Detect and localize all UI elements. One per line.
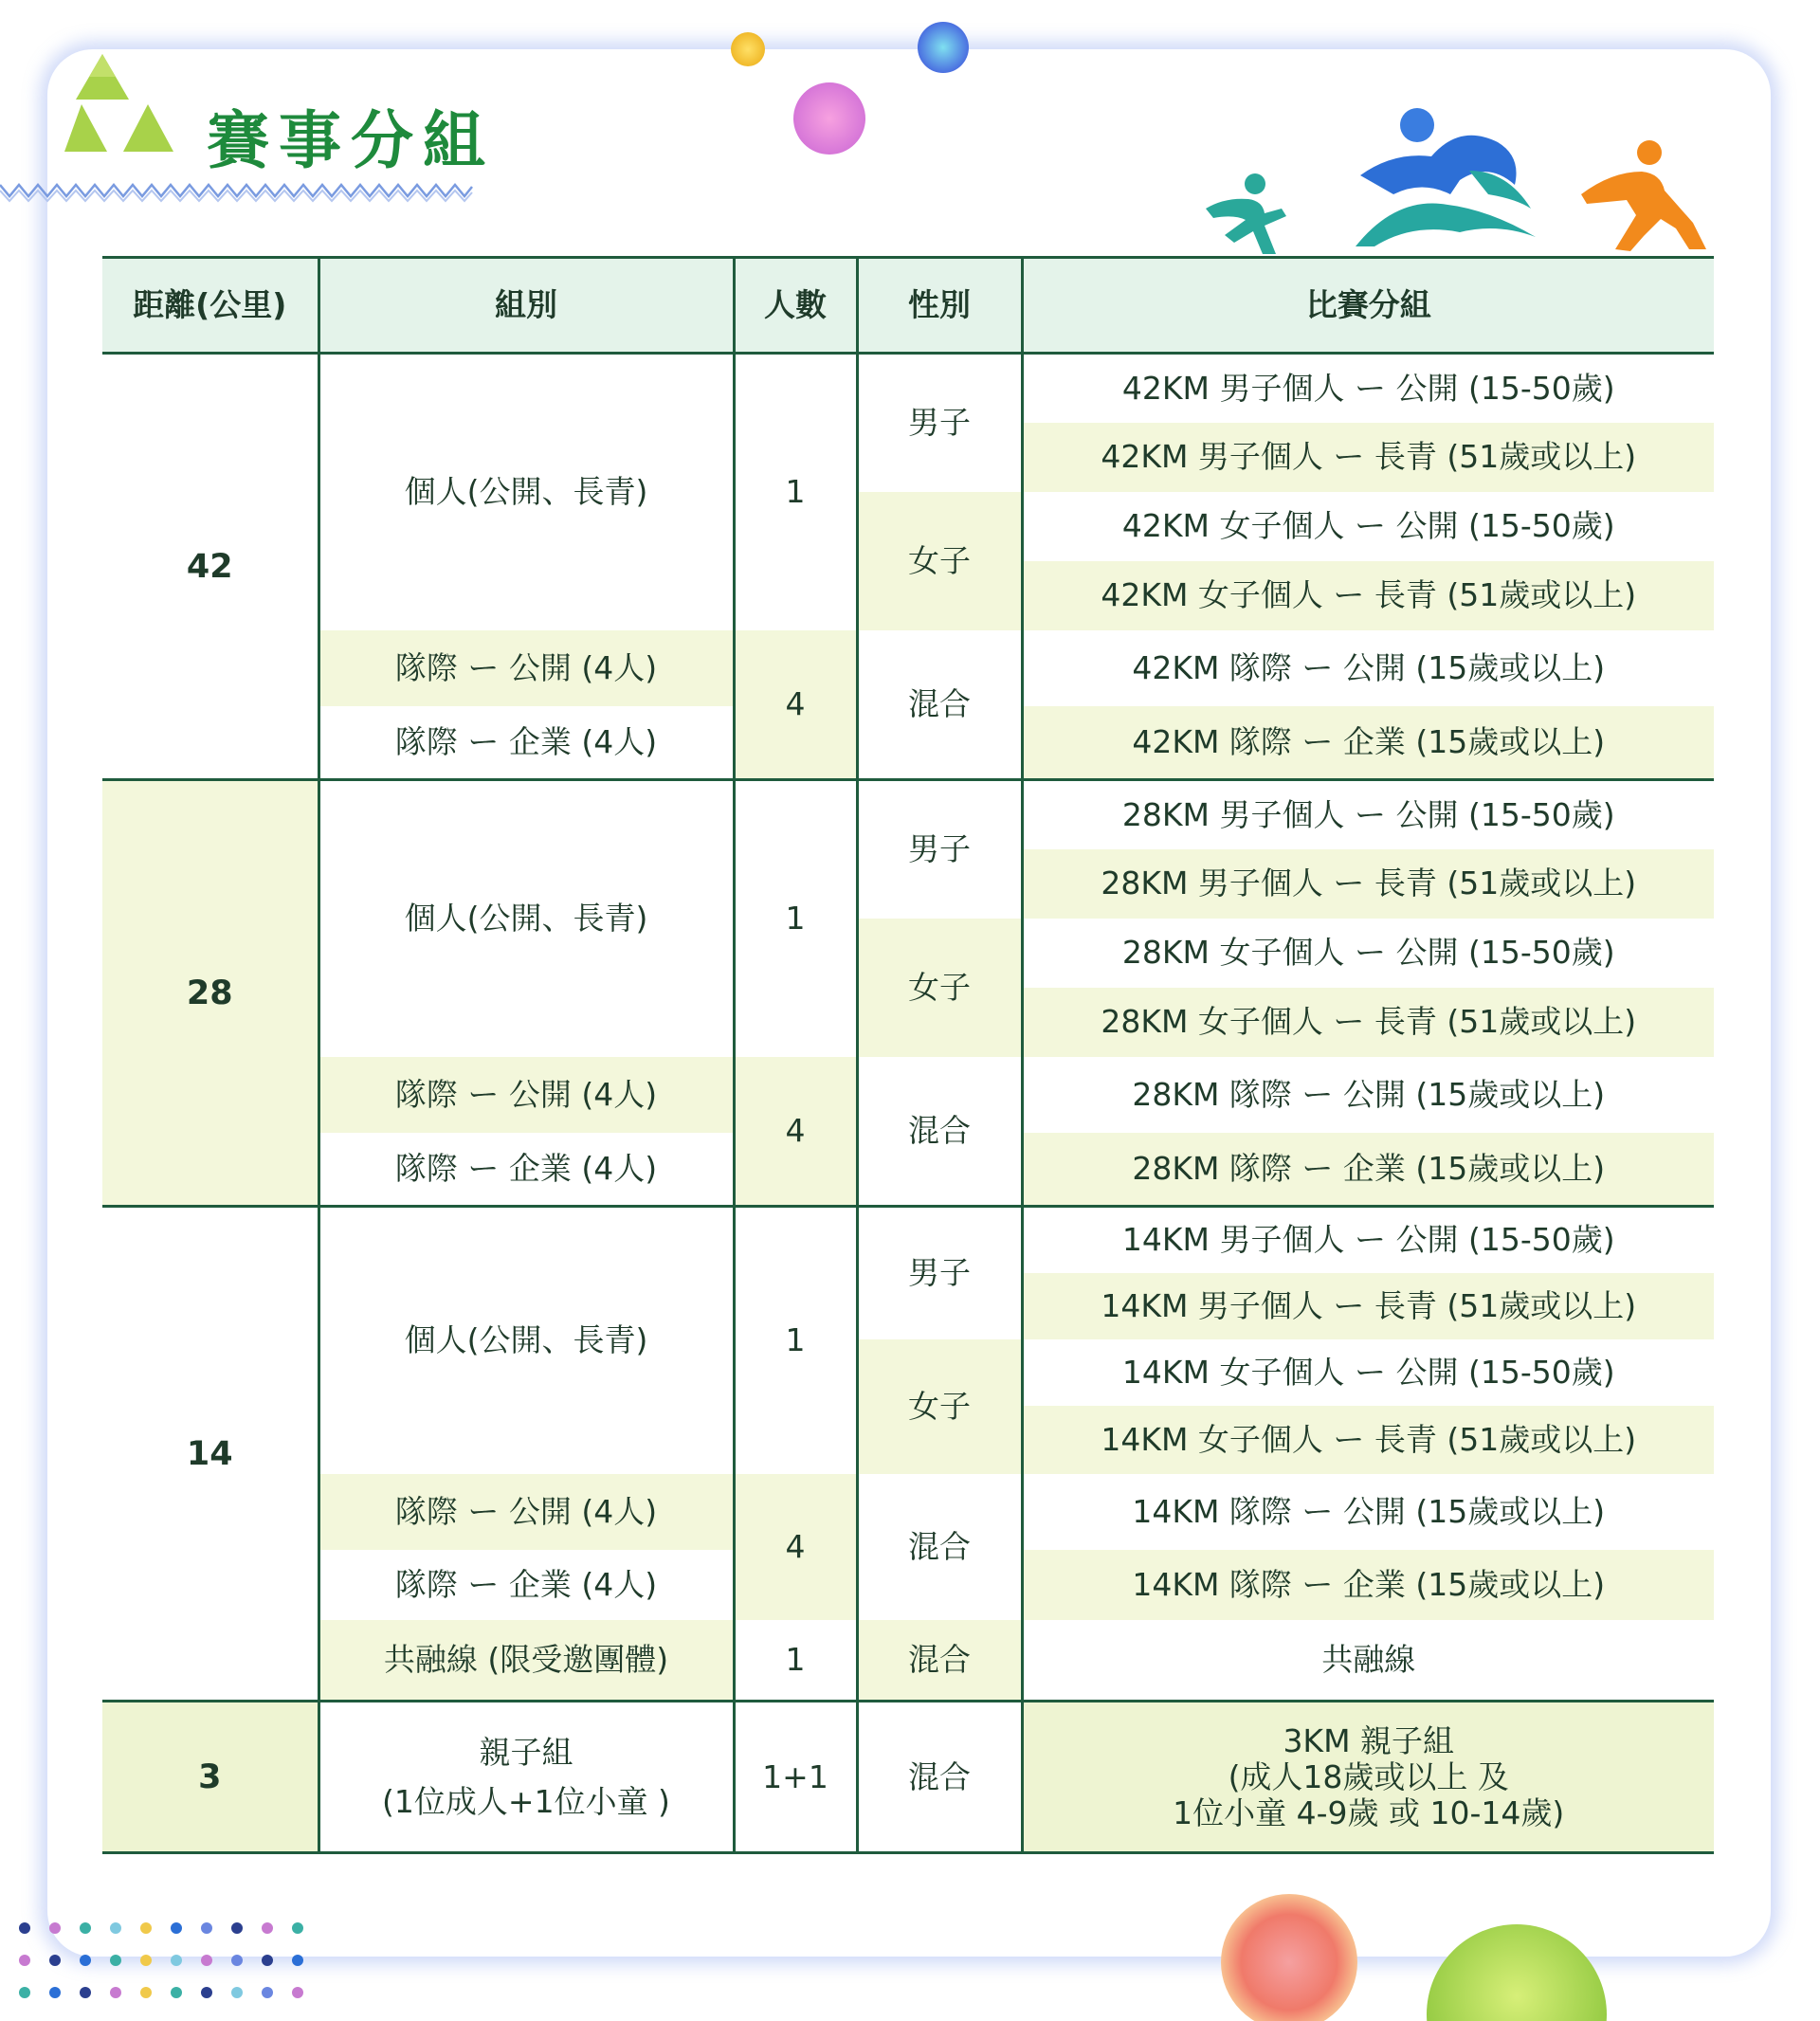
page-title: 賽事分組 (207, 104, 495, 177)
race-cell: 28KM 隊際 ー 公開 (15歲或以上) (1022, 1057, 1714, 1133)
triangle-logo-icon (64, 52, 178, 156)
group-cell: 隊際 ー 公開 (4人) (318, 630, 734, 706)
table-header-row (102, 258, 1714, 354)
header-group: 組別 (318, 258, 734, 354)
distance-28: 28 (102, 780, 318, 1207)
race-cell: 14KM 女子個人 ー 長青 (51歲或以上) (1022, 1406, 1714, 1474)
group-cell: 個人(公開、長青) (318, 354, 734, 630)
gender-cell: 女子 (857, 492, 1022, 630)
race-cell: 42KM 女子個人 ー 公開 (15-50歲) (1022, 492, 1714, 561)
count-cell: 1 (734, 1207, 857, 1474)
zigzag-decoration (0, 175, 474, 204)
group-cell: 隊際 ー 企業 (4人) (318, 706, 734, 780)
race-cell: 14KM 隊際 ー 企業 (15歲或以上) (1022, 1550, 1714, 1620)
count-cell: 4 (734, 1057, 857, 1207)
race-cell: 28KM 男子個人 ー 公開 (15-50歲) (1022, 780, 1714, 849)
race-cell: 42KM 男子個人 ー 長青 (51歲或以上) (1022, 423, 1714, 492)
race-line: 3KM 親子組 (1283, 1721, 1455, 1759)
runner-teal-icon (1196, 171, 1301, 256)
group-line: 親子組 (479, 1733, 573, 1771)
header-count: 人數 (734, 258, 857, 354)
group-line: (1位成人+1位小童 ) (382, 1782, 670, 1820)
group-cell: 共融線 (限受邀團體) (318, 1620, 734, 1702)
gender-cell: 混合 (857, 1057, 1022, 1207)
race-cell: 28KM 女子個人 ー 長青 (51歲或以上) (1022, 988, 1714, 1057)
race-groups-table (102, 256, 1714, 1854)
gender-cell: 混合 (857, 1702, 1022, 1853)
count-cell: 4 (734, 1474, 857, 1620)
table-row (102, 1702, 1714, 1853)
race-cell: 42KM 女子個人 ー 長青 (51歲或以上) (1022, 561, 1714, 630)
gender-cell: 男子 (857, 780, 1022, 919)
group-cell: 個人(公開、長青) (318, 1207, 734, 1474)
table-row (102, 780, 1714, 849)
race-cell: 共融線 (1022, 1620, 1714, 1702)
watercolor-circle-decoration (1213, 1886, 1668, 2021)
race-cell: 14KM 男子個人 ー 公開 (15-50歲) (1022, 1207, 1714, 1273)
group-cell: 隊際 ー 企業 (4人) (318, 1550, 734, 1620)
group-cell: 隊際 ー 公開 (4人) (318, 1474, 734, 1550)
gender-cell: 男子 (857, 1207, 1022, 1339)
distance-3: 3 (102, 1702, 318, 1853)
distance-42: 42 (102, 354, 318, 780)
gender-cell: 女子 (857, 919, 1022, 1057)
race-cell: 14KM 男子個人 ー 長青 (51歲或以上) (1022, 1273, 1714, 1339)
gender-cell: 男子 (857, 354, 1022, 492)
dot-grid-decoration (13, 1915, 326, 2019)
table-row (102, 630, 1714, 706)
gender-cell: 混合 (857, 1474, 1022, 1620)
group-cell: 隊際 ー 企業 (4人) (318, 1133, 734, 1207)
table-row (102, 1207, 1714, 1273)
gender-cell: 女子 (857, 1339, 1022, 1474)
group-cell: 個人(公開、長青) (318, 780, 734, 1057)
table-row (102, 1620, 1714, 1702)
race-line: (成人18歲或以上 及 (1228, 1757, 1509, 1795)
gender-cell: 混合 (857, 630, 1022, 780)
race-cell: 42KM 男子個人 ー 公開 (15-50歲) (1022, 354, 1714, 423)
header-distance: 距離(公里) (102, 258, 318, 354)
count-cell: 1 (734, 780, 857, 1057)
race-cell: 28KM 女子個人 ー 公開 (15-50歲) (1022, 919, 1714, 988)
group-cell: 隊際 ー 公開 (4人) (318, 1057, 734, 1133)
race-cell: 42KM 隊際 ー 企業 (15歲或以上) (1022, 706, 1714, 780)
distance-14: 14 (102, 1207, 318, 1702)
table-row (102, 1057, 1714, 1133)
race-cell (1022, 1702, 1714, 1853)
race-cell: 42KM 隊際 ー 公開 (15歲或以上) (1022, 630, 1714, 706)
runner-orange-icon (1574, 137, 1716, 256)
count-cell: 1 (734, 354, 857, 630)
race-cell: 14KM 隊際 ー 公開 (15歲或以上) (1022, 1474, 1714, 1550)
table-row (102, 1474, 1714, 1550)
count-cell: 1+1 (734, 1702, 857, 1853)
header-race: 比賽分組 (1022, 258, 1714, 354)
gender-cell: 混合 (857, 1620, 1022, 1702)
race-cell: 14KM 女子個人 ー 公開 (15-50歲) (1022, 1339, 1714, 1406)
count-cell: 1 (734, 1620, 857, 1702)
watercolor-dot-decoration (720, 19, 1005, 171)
race-line: 1位小童 4-9歲 或 10-14歲) (1173, 1793, 1565, 1831)
header-gender: 性別 (857, 258, 1022, 354)
runner-blue-icon (1356, 104, 1545, 256)
table-row (102, 354, 1714, 423)
race-cell: 28KM 男子個人 ー 長青 (51歲或以上) (1022, 849, 1714, 919)
count-cell: 4 (734, 630, 857, 780)
race-cell: 28KM 隊際 ー 企業 (15歲或以上) (1022, 1133, 1714, 1207)
group-cell (318, 1702, 734, 1853)
